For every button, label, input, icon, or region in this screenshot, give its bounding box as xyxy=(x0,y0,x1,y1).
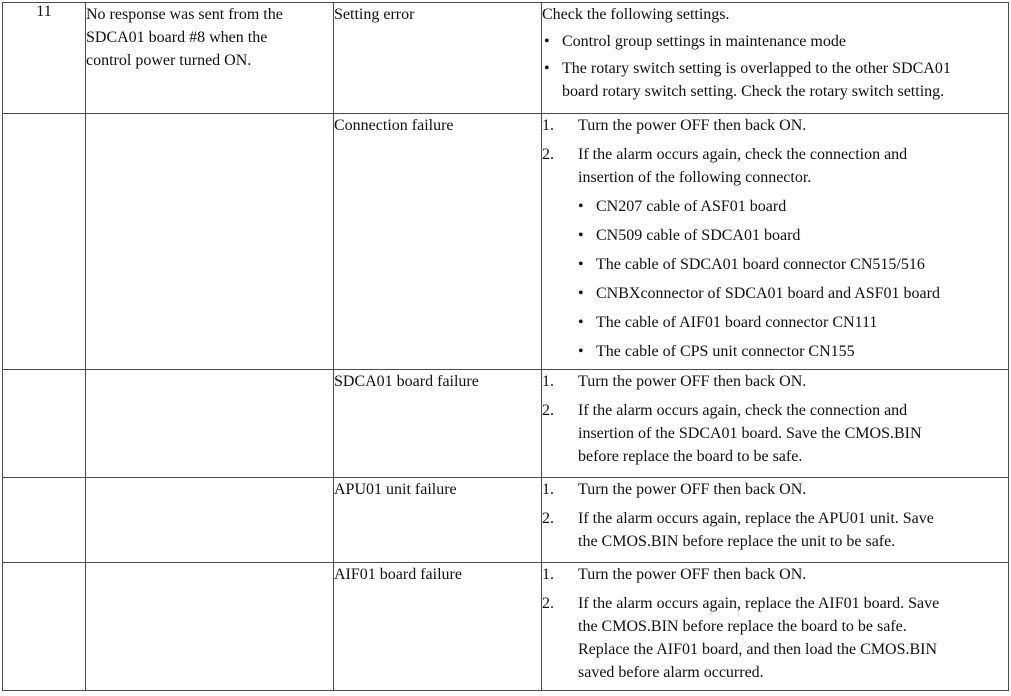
step-number: 2. xyxy=(542,510,554,527)
remedy-step xyxy=(542,563,1008,586)
connector-item xyxy=(578,253,1008,276)
step-number: 1. xyxy=(542,566,554,583)
alarm-message xyxy=(86,370,334,478)
remedy-step xyxy=(542,399,1008,468)
step-text: Turn the power OFF then back ON. xyxy=(578,481,807,498)
connector-text: CN509 cable of SDCA01 board xyxy=(596,227,801,244)
message-line: control power turned ON. xyxy=(86,52,252,69)
remedy-step xyxy=(542,478,1008,501)
message-line: SDCA01 board #8 when the xyxy=(86,29,268,46)
remedy-bullet xyxy=(542,30,1008,53)
remedy-cell xyxy=(542,370,1009,478)
remedy-cell xyxy=(542,3,1009,114)
step-line: saved before alarm occurred. xyxy=(578,664,764,681)
step-text xyxy=(578,592,1008,684)
bullet-icon: • xyxy=(578,314,584,331)
step-number: 2. xyxy=(542,146,554,163)
step-text: Turn the power OFF then back ON. xyxy=(578,117,807,134)
remedy-step xyxy=(542,370,1008,393)
remedy-step xyxy=(542,114,1008,137)
remedy-step xyxy=(542,507,1008,553)
step-text xyxy=(578,143,1008,363)
connector-item xyxy=(578,282,1008,305)
alarm-message xyxy=(86,114,334,370)
step-line: the CMOS.BIN before replace the unit to be safe. xyxy=(578,533,896,550)
bullet-icon: • xyxy=(578,256,584,273)
cause-cell: APU01 unit failure xyxy=(334,478,542,563)
step-text: Turn the power OFF then back ON. xyxy=(578,566,807,583)
connector-item xyxy=(578,340,1008,363)
step-text xyxy=(578,507,1008,553)
connector-text: The cable of AIF01 board connector CN111 xyxy=(596,314,878,331)
step-line: insertion of the following connector. xyxy=(578,169,812,186)
bullet-icon: • xyxy=(578,343,584,360)
connector-text: CN207 cable of ASF01 board xyxy=(596,198,787,215)
alarm-message xyxy=(86,3,334,114)
step-number: 2. xyxy=(542,402,554,419)
remedy-cell xyxy=(542,563,1009,691)
cause-cell: AIF01 board failure xyxy=(334,563,542,691)
step-line: If the alarm occurs again, replace the APU01 unit. Save xyxy=(578,510,934,527)
table-row xyxy=(3,3,1009,114)
alarm-number xyxy=(3,563,86,691)
bullet-icon: • xyxy=(578,227,584,244)
remedy-intro: Check the following settings. xyxy=(542,6,730,23)
remedy-cell xyxy=(542,114,1009,370)
step-text xyxy=(578,399,1008,468)
cause-cell: SDCA01 board failure xyxy=(334,370,542,478)
remedy-cell xyxy=(542,478,1009,563)
table-row xyxy=(3,563,1009,691)
alarm-number xyxy=(3,478,86,563)
remedy-step xyxy=(542,143,1008,363)
step-number: 1. xyxy=(542,117,554,134)
cause-cell: Setting error xyxy=(334,3,542,114)
step-line: before replace the board to be safe. xyxy=(578,448,803,465)
bullet-icon: • xyxy=(544,60,550,77)
step-number: 1. xyxy=(542,373,554,390)
step-line: If the alarm occurs again, check the connection and xyxy=(578,146,908,163)
bullet-text: Control group settings in maintenance mode xyxy=(562,33,846,50)
connector-text: The cable of CPS unit connector CN155 xyxy=(596,343,855,360)
alarm-number: 11 xyxy=(3,3,86,114)
connector-text: The cable of SDCA01 board connector CN515/516 xyxy=(596,256,925,273)
step-number: 2. xyxy=(542,595,554,612)
table-row xyxy=(3,114,1009,370)
step-line: the CMOS.BIN before replace the board to be safe. xyxy=(578,618,907,635)
cause-cell: Connection failure xyxy=(334,114,542,370)
connector-text: CNBXconnector of SDCA01 board and ASF01 board xyxy=(596,285,940,302)
alarm-table xyxy=(2,2,1009,691)
alarm-message xyxy=(86,563,334,691)
table-row xyxy=(3,478,1009,563)
alarm-number xyxy=(3,114,86,370)
bullet-icon: • xyxy=(578,285,584,302)
table-row xyxy=(3,370,1009,478)
step-number: 1. xyxy=(542,481,554,498)
alarm-message xyxy=(86,478,334,563)
remedy-step xyxy=(542,592,1008,684)
remedy-bullet xyxy=(542,57,1008,103)
bullet-line: board rotary switch setting. Check the rotary switch setting. xyxy=(562,83,945,100)
bullet-icon: • xyxy=(544,33,550,50)
step-line: If the alarm occurs again, replace the AIF01 board. Save xyxy=(578,595,940,612)
connector-item xyxy=(578,311,1008,334)
message-line: No response was sent from the xyxy=(86,6,283,23)
bullet-line: The rotary switch setting is overlapped to the other SDCA01 xyxy=(562,60,951,77)
step-line: insertion of the SDCA01 board. Save the CMOS.BIN xyxy=(578,425,922,442)
step-line: Replace the AIF01 board, and then load the CMOS.BIN xyxy=(578,641,938,658)
step-text: Turn the power OFF then back ON. xyxy=(578,373,807,390)
connector-item xyxy=(578,195,1008,218)
bullet-icon: • xyxy=(578,198,584,215)
alarm-number xyxy=(3,370,86,478)
bullet-text xyxy=(562,57,951,103)
connector-item xyxy=(578,224,1008,247)
step-line: If the alarm occurs again, check the connection and xyxy=(578,402,908,419)
